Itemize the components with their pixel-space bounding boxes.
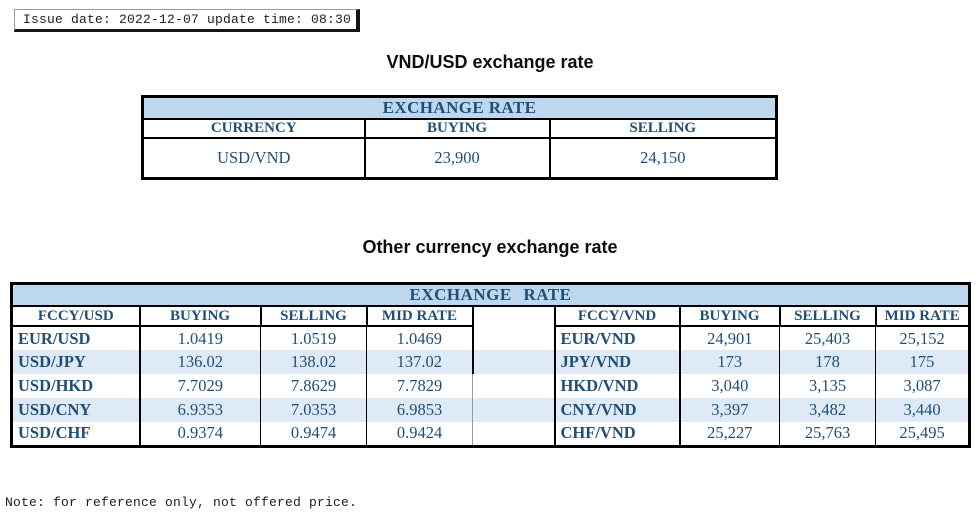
selling-cell: 138.02 bbox=[261, 350, 367, 374]
midrate-cell: 3,087 bbox=[903, 376, 941, 395]
column-header-fccy-usd: FCCY/USD bbox=[12, 306, 140, 326]
spacer-cell bbox=[473, 326, 555, 350]
other-currency-table-title: Other currency exchange rate bbox=[362, 237, 618, 257]
midrate-cell: 25,495 bbox=[899, 423, 945, 443]
table-row bbox=[12, 398, 970, 422]
other-currency-exchange-table bbox=[10, 282, 971, 448]
midrate-cell: 0.9424 bbox=[367, 422, 473, 446]
table-row bbox=[12, 422, 970, 446]
table-band-row bbox=[12, 284, 970, 307]
column-header-selling-usd: SELLING bbox=[261, 306, 367, 326]
spacer-cell bbox=[473, 422, 555, 446]
column-header-buying: BUYING bbox=[365, 119, 550, 138]
column-header-selling-vnd: SELLING bbox=[780, 306, 876, 326]
selling-cell: 3,135 bbox=[780, 374, 876, 398]
table-header-row bbox=[12, 306, 970, 326]
pair-cell: USD/CHF bbox=[12, 422, 140, 446]
pair-cell: USD/CNY bbox=[12, 398, 140, 422]
table-band-row bbox=[143, 97, 777, 120]
table-header-row bbox=[143, 119, 777, 138]
table-band-title: EXCHANGE RATE bbox=[143, 97, 777, 120]
table-row bbox=[12, 350, 970, 374]
midrate-cell: 175 bbox=[876, 350, 970, 374]
column-header-selling: SELLING bbox=[550, 119, 777, 138]
table-row bbox=[12, 374, 970, 398]
table-row bbox=[12, 326, 970, 350]
midrate-cell: 6.9853 bbox=[367, 398, 473, 422]
note-text: Note: for reference only, not offered price. bbox=[5, 495, 358, 510]
pair-cell: CNY/VND bbox=[555, 398, 680, 422]
table-row bbox=[143, 138, 777, 178]
pair-cell: HKD/VND bbox=[555, 374, 680, 398]
spacer-cell bbox=[473, 398, 555, 422]
midrate-cell: 1.0469 bbox=[367, 326, 473, 350]
currency-cell: USD/VND bbox=[143, 138, 365, 178]
column-header-fccy-vnd: FCCY/VND bbox=[555, 306, 680, 326]
buying-cell: 1.0419 bbox=[140, 326, 261, 350]
pair-cell: CHF/VND bbox=[555, 422, 680, 446]
buying-cell: 3,040 bbox=[680, 374, 780, 398]
column-header-currency: CURRENCY bbox=[143, 119, 365, 138]
pair-cell: EUR/VND bbox=[555, 326, 680, 350]
buying-cell: 25,227 bbox=[680, 422, 780, 446]
selling-cell: 1.0519 bbox=[261, 326, 367, 350]
column-header-midrate-vnd: MID RATE bbox=[876, 306, 970, 326]
buying-cell: 6.9353 bbox=[140, 398, 261, 422]
column-header-buying-vnd: BUYING bbox=[680, 306, 780, 326]
vnd-usd-exchange-table bbox=[141, 95, 778, 180]
pair-cell: USD/HKD bbox=[12, 374, 140, 398]
midrate-cell: 7.7829 bbox=[367, 374, 473, 398]
spacer-cell bbox=[473, 374, 555, 398]
selling-cell: 24,150 bbox=[640, 147, 686, 167]
buying-cell: 0.9374 bbox=[140, 422, 261, 446]
selling-cell: 0.9474 bbox=[261, 422, 367, 446]
pair-cell: JPY/VND bbox=[555, 350, 680, 374]
column-header-midrate-usd: MID RATE bbox=[367, 306, 473, 326]
table-band-title: EXCHANGE RATE bbox=[12, 284, 970, 307]
column-header-buying-usd: BUYING bbox=[140, 306, 261, 326]
buying-cell: 7.7029 bbox=[140, 374, 261, 398]
buying-cell: 173 bbox=[680, 350, 780, 374]
selling-cell: 7.8629 bbox=[261, 374, 367, 398]
pair-cell: EUR/USD bbox=[12, 326, 140, 350]
pair-cell: USD/JPY bbox=[12, 350, 140, 374]
spacer-header-cell bbox=[473, 306, 555, 326]
selling-cell: 178 bbox=[780, 350, 876, 374]
midrate-cell: 3,440 bbox=[876, 398, 970, 422]
issue-date-text: Issue date: 2022-12-07 update time: 08:30 bbox=[23, 12, 352, 27]
buying-cell: 24,901 bbox=[680, 326, 780, 350]
buying-cell: 136.02 bbox=[140, 350, 261, 374]
selling-cell: 7.0353 bbox=[261, 398, 367, 422]
midrate-cell: 137.02 bbox=[367, 350, 473, 374]
buying-cell: 3,397 bbox=[680, 398, 780, 422]
vnd-usd-table-title: VND/USD exchange rate bbox=[386, 52, 594, 72]
selling-cell: 3,482 bbox=[780, 398, 876, 422]
selling-cell: 25,403 bbox=[780, 326, 876, 350]
spacer-cell bbox=[473, 350, 555, 374]
buying-cell: 23,900 bbox=[365, 138, 550, 178]
selling-cell: 25,763 bbox=[780, 422, 876, 446]
midrate-cell: 25,152 bbox=[899, 328, 945, 348]
issue-date-box bbox=[14, 9, 360, 32]
